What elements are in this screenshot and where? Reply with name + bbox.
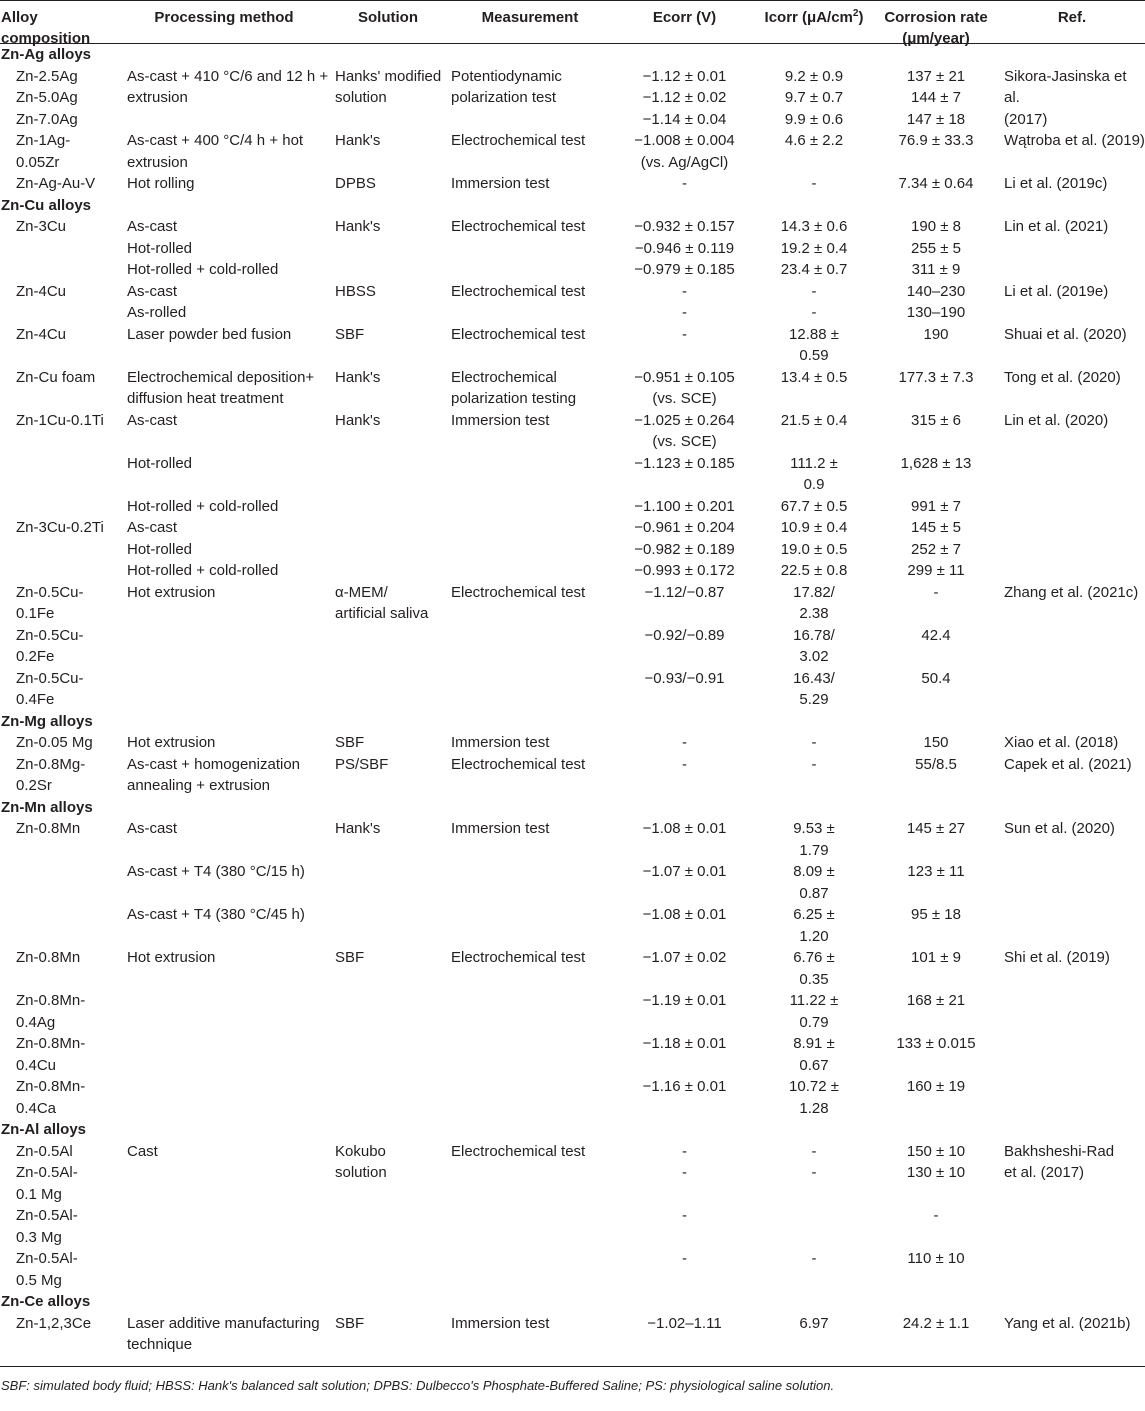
cell-icorr: - [811,734,817,751]
table-row [0,582,1145,625]
table-row [0,1076,1145,1119]
table-row [0,1248,1145,1291]
cell-alloy: Zn-4Cu [16,282,67,300]
cell-ecorr: −0.961 ± 0.204 −0.982 ± 0.189 −0.993 ± 0.172 [634,519,735,579]
cell-solution: PS/SBF [335,755,389,773]
cell-solution: Hanks' modified solution [335,67,442,106]
cell-solution [330,453,446,496]
cell-solution: Hank's [335,218,381,235]
cell-processing: As-cast + 400 °C/4 h + hot extrusion [127,132,304,171]
cell-measurement [446,1076,614,1119]
cell-alloy: Zn-0.5Al Zn-0.5Al- 0.1 Mg [16,1142,78,1203]
cell-solution: Hank's [335,368,381,386]
cell-icorr: 10.72 ± 1.28 [789,1078,839,1117]
cell-alloy: Zn-0.8Mn- 0.4Ca [16,1078,86,1117]
table-row [0,818,1145,861]
table-row [0,496,1145,518]
cell-icorr: 6.97 [799,1314,829,1332]
cell-ecorr: −1.025 ± 0.264 (vs. SCE) [634,411,735,450]
cell-ecorr: −1.19 ± 0.01 [642,992,727,1009]
cell-ref: Xiao et al. (2018) [1004,734,1119,751]
table-row [0,410,1145,453]
cell-ref [999,517,1145,582]
cell-processing: As-cast [127,411,178,429]
cell-processing [118,1033,330,1076]
cell-measurement: Immersion test [451,734,550,751]
cell-solution [330,1205,446,1248]
cell-ecorr: −1.100 ± 0.201 [634,497,735,515]
cell-processing: Laser additive manufacturing technique [127,1314,320,1353]
cell-processing: As-cast + homogenization annealing + extrusion [127,755,301,794]
cell-measurement: Electrochemical test [451,1142,586,1160]
cell-measurement [446,1033,614,1076]
cell-alloy: Zn-1,2,3Ce [16,1314,92,1332]
cell-ecorr: - - [682,282,687,321]
header-icorr-tail: ) [858,9,864,26]
cell-icorr: - [811,1250,817,1267]
cell-processing: As-cast [127,820,178,837]
cell-ref [999,1205,1145,1248]
cell-measurement: Electrochemical test [451,132,586,149]
cell-rate: 145 ± 5 252 ± 7 299 ± 11 [907,519,965,579]
cell-alloy: Zn-1Cu-0.1Ti [16,411,104,429]
cell-ref: Wątroba et al. (2019) [1004,132,1145,149]
cell-ref [999,625,1145,668]
group-heading: Zn-Mn alloys [1,798,93,816]
cell-rate: 190 [923,325,949,343]
cell-measurement: Electrochemical test [451,755,586,773]
cell-rate: 110 ± 10 [907,1250,965,1267]
group-heading: Zn-Al alloys [1,1121,87,1138]
cell-alloy: Zn-3Cu [16,218,67,235]
cell-measurement: Electrochemical test [451,949,586,966]
cell-ecorr: - [682,325,687,343]
cell-measurement: Potentiodynamic polarization test [451,67,562,106]
group-heading: Zn-Cu alloys [1,196,92,214]
cell-ecorr: −0.951 ± 0.105 (vs. SCE) [634,368,735,407]
cell-ecorr: −1.08 ± 0.01 [642,820,727,837]
cell-ref [999,1033,1145,1076]
cell-alloy [0,904,118,947]
cell-ref [999,990,1145,1033]
cell-ecorr: −0.932 ± 0.157 −0.946 ± 0.119 −0.979 ± 0.185 [634,218,735,278]
cell-alloy: Zn-0.05 Mg [16,734,93,751]
cell-icorr: 111.2 ± 0.9 [790,454,838,493]
table-row [0,1205,1145,1248]
cell-measurement: Electrochemical test [451,325,586,343]
cell-icorr: - - [811,1142,817,1181]
cell-alloy: Zn-4Cu [16,325,67,343]
table-row [0,367,1145,410]
cell-alloy: Zn-0.8Mg- 0.2Sr [16,755,86,794]
table-row [0,904,1145,947]
cell-ecorr: - [682,1250,687,1267]
cell-processing: As-cast + T4 (380 °C/45 h) [127,906,305,923]
header-icorr-sup: 2 [852,8,859,19]
cell-solution: Hank's [335,132,381,149]
cell-measurement [446,668,614,711]
footnote: SBF: simulated body fluid; HBSS: Hank's balanced salt solution; DPBS: Dulbecco's Phosphate-Buffered Saline; PS: physiological saline solution. [1,1377,835,1393]
cell-ecorr: - [682,1207,687,1224]
cell-alloy: Zn-0.8Mn [16,949,81,966]
cell-alloy [0,453,118,496]
cell-measurement [446,990,614,1033]
cell-measurement: Electrochemical test [451,218,586,235]
cell-ecorr: - [682,175,687,192]
cell-rate: 133 ± 0.015 [896,1035,976,1052]
header-rate: Corrosion rate (μm/year) [884,9,988,47]
cell-rate: 168 ± 21 [906,992,966,1009]
cell-solution: SBF [335,325,365,343]
cell-ecorr: −1.12/−0.87 [644,583,725,601]
header-icorr [755,7,873,49]
cell-icorr: - [811,755,817,773]
header-ref: Ref. [1057,9,1087,26]
table-row [0,754,1145,797]
header-measurement: Measurement [481,9,579,26]
cell-alloy: Zn-0.5Cu- 0.2Fe [16,626,84,665]
cell-measurement: Immersion test [451,411,550,429]
cell-alloy: Zn-0.8Mn [16,820,81,837]
table-row [0,453,1145,496]
table-row [0,947,1145,990]
cell-processing: Hot-rolled [127,454,193,472]
cell-solution [330,668,446,711]
cell-measurement: Electrochemical test [451,583,586,601]
cell-ecorr: - [682,755,687,773]
cell-alloy: Zn-0.5Cu- 0.1Fe [16,583,84,622]
cell-processing: Hot-rolled + cold-rolled [127,497,279,515]
cell-processing [118,1076,330,1119]
cell-rate: 76.9 ± 33.3 [898,132,974,149]
cell-ref: Bakhsheshi-Rad et al. (2017) [1004,1142,1115,1181]
cell-ecorr: −1.16 ± 0.01 [642,1078,727,1095]
cell-ref: Yang et al. (2021b) [1004,1314,1131,1332]
group-heading: Zn-Ag alloys [1,46,92,63]
group-heading: Zn-Ce alloys [1,1293,91,1310]
cell-rate: 101 ± 9 [911,949,961,966]
cell-measurement: Electrochemical polarization testing [451,368,577,407]
cell-alloy [0,861,118,904]
cell-ref [999,1248,1145,1291]
cell-measurement [446,1248,614,1291]
cell-measurement: Immersion test [451,175,550,192]
cell-icorr: 12.88 ± 0.59 [789,325,839,364]
cell-alloy: Zn-0.5Al- 0.3 Mg [16,1207,78,1246]
cell-rate: 190 ± 8 255 ± 5 311 ± 9 [911,218,961,278]
header-icorr-text: Icorr (μA/cm [764,9,853,26]
cell-ecorr: −1.08 ± 0.01 [642,906,727,923]
cell-processing: Electrochemical deposition+ diffusion heat treatment [127,368,315,407]
cell-icorr: 21.5 ± 0.4 [780,411,848,429]
cell-processing: Hot extrusion [127,949,216,966]
cell-solution [330,517,446,582]
cell-ref [999,668,1145,711]
cell-rate: 1,628 ± 13 [900,454,972,472]
cell-alloy: Zn-0.8Mn- 0.4Ag [16,992,86,1031]
cell-solution: SBF [335,734,365,751]
cell-processing: As-cast As-rolled [127,282,187,321]
cell-processing: Cast [127,1142,158,1160]
cell-icorr: 17.82/ 2.38 [793,583,835,622]
cell-rate: 145 ± 27 [906,820,966,837]
cell-ecorr: −1.18 ± 0.01 [642,1035,727,1052]
table-header [0,0,1145,47]
cell-ref: Lin et al. (2021) [1004,218,1109,235]
cell-solution: Kokubo solution [335,1142,387,1181]
cell-solution [330,1248,446,1291]
cell-solution: Hank's [335,411,381,429]
cell-rate: 150 ± 10 130 ± 10 [906,1142,966,1181]
cell-rate: 140–230 130–190 [906,282,966,321]
cell-measurement [446,453,614,496]
table-row [0,1033,1145,1076]
table-row [0,173,1145,195]
cell-icorr: 16.43/ 5.29 [793,669,835,708]
cell-ref: Zhang et al. (2021c) [1004,583,1139,601]
cell-rate: 991 ± 7 [911,497,961,515]
table-row [0,517,1145,582]
cell-measurement: Electrochemical test [451,282,586,300]
table-row [0,130,1145,173]
cell-alloy: Zn-0.8Mn- 0.4Cu [16,1035,86,1074]
cell-measurement: Immersion test [451,820,550,837]
cell-ref: Shi et al. (2019) [1004,949,1110,966]
cell-rate: 24.2 ± 1.1 [902,1314,970,1332]
cell-alloy: Zn-0.5Al- 0.5 Mg [16,1250,78,1289]
cell-processing [118,625,330,668]
cell-solution [330,496,446,518]
cell-icorr: 6.76 ± 0.35 [793,949,835,988]
cell-measurement [446,496,614,518]
group-heading: Zn-Mg alloys [1,712,93,730]
cell-processing: As-cast + 410 °C/6 and 12 h + extrusion [127,67,329,106]
cell-processing: Laser powder bed fusion [127,325,292,343]
table-row [0,732,1145,754]
cell-rate: - [933,583,939,601]
cell-alloy: Zn-3Cu-0.2Ti [16,519,104,536]
cell-solution: α-MEM/ artificial saliva [335,583,429,622]
cell-ecorr: −1.12 ± 0.01 −1.12 ± 0.02 −1.14 ± 0.04 [642,67,727,128]
cell-processing: As-cast Hot-rolled Hot-rolled + cold-rolled [127,218,279,278]
cell-solution [330,904,446,947]
cell-processing: As-cast Hot-rolled Hot-rolled + cold-rolled [127,519,279,579]
cell-alloy: Zn-2.5Ag Zn-5.0Ag Zn-7.0Ag [16,67,78,128]
cell-ref: Shuai et al. (2020) [1004,325,1127,343]
cell-icorr: 8.91 ± 0.67 [793,1035,835,1074]
cell-processing: Hot extrusion [127,583,216,601]
cell-ref [999,904,1145,947]
table-body [0,44,1145,1356]
cell-icorr [755,1205,873,1248]
cell-ref [999,496,1145,518]
cell-processing [118,668,330,711]
cell-rate: 123 ± 11 [907,863,965,880]
table-row [0,861,1145,904]
cell-solution [330,1033,446,1076]
cell-icorr: 14.3 ± 0.6 19.2 ± 0.4 23.4 ± 0.7 [780,218,848,278]
cell-rate: - [933,1207,939,1224]
cell-ref: Li et al. (2019c) [1004,175,1108,192]
cell-processing [118,1248,330,1291]
cell-rate: 150 [923,734,949,751]
cell-processing [118,1205,330,1248]
cell-ecorr: −1.008 ± 0.004 (vs. Ag/AgCl) [634,132,735,171]
cell-icorr: 6.25 ± 1.20 [793,906,835,945]
cell-solution [330,625,446,668]
cell-solution: Hank's [335,820,381,837]
cell-ref [999,1076,1145,1119]
cell-icorr: 13.4 ± 0.5 [780,368,848,386]
cell-ecorr: −0.93/−0.91 [644,669,725,687]
cell-measurement [446,904,614,947]
cell-processing: As-cast + T4 (380 °C/15 h) [127,863,305,880]
cell-ref [999,453,1145,496]
cell-measurement [446,861,614,904]
cell-ref: Sun et al. (2020) [1004,820,1115,837]
cell-rate: 42.4 [921,626,951,644]
header-processing: Processing method [154,9,294,26]
cell-rate: 95 ± 18 [911,906,961,923]
cell-processing: Hot rolling [127,175,195,192]
cell-measurement [446,625,614,668]
table-row [0,66,1145,131]
cell-solution: SBF [335,1314,365,1332]
cell-measurement [446,517,614,582]
cell-ref: Sikora-Jasinska et al. (2017) [1004,67,1127,128]
header-ecorr: Ecorr (V) [652,9,717,26]
cell-icorr: 10.9 ± 0.4 19.0 ± 0.5 22.5 ± 0.8 [780,519,848,579]
table-row [0,1141,1145,1206]
table-row [0,990,1145,1033]
cell-rate: 160 ± 19 [906,1078,966,1095]
cell-processing: Hot extrusion [127,734,216,751]
cell-icorr: 11.22 ± 0.79 [789,992,839,1031]
cell-measurement: Immersion test [451,1314,550,1332]
cell-ecorr: - - [682,1142,687,1181]
cell-icorr: 9.53 ± 1.79 [793,820,835,859]
cell-ref: Lin et al. (2020) [1004,411,1109,429]
cell-measurement [446,1205,614,1248]
cell-ecorr: −1.07 ± 0.02 [642,949,727,966]
cell-ecorr: - [682,734,687,751]
cell-icorr: 9.2 ± 0.9 9.7 ± 0.7 9.9 ± 0.6 [784,67,844,128]
cell-processing [118,990,330,1033]
cell-rate: 55/8.5 [915,755,957,773]
cell-solution [330,990,446,1033]
cell-rate: 137 ± 21 144 ± 7 147 ± 18 [906,67,966,128]
cell-alloy: Zn-Cu foam [16,368,96,386]
cell-rate: 7.34 ± 0.64 [898,175,974,192]
cell-alloy: Zn-Ag-Au-V [16,175,96,192]
cell-solution: HBSS [335,282,376,300]
table-row [0,625,1145,668]
cell-ref [999,861,1145,904]
cell-ecorr: −1.02–1.11 [647,1314,722,1332]
cell-alloy: Zn-0.5Cu- 0.4Fe [16,669,84,708]
cell-icorr: - [811,175,817,192]
cell-icorr: 4.6 ± 2.2 [784,132,844,149]
table-row [0,324,1145,367]
cell-solution [330,861,446,904]
table-row [0,1313,1145,1356]
cell-ref: Tong et al. (2020) [1004,368,1121,386]
cell-ecorr: −1.07 ± 0.01 [642,863,727,880]
cell-alloy: Zn-1Ag- 0.05Zr [16,132,71,171]
cell-solution: DPBS [335,175,376,192]
table-row [0,216,1145,281]
header-alloy: Alloy composition [1,9,91,47]
cell-solution: SBF [335,949,365,966]
cell-rate: 177.3 ± 7.3 [898,368,974,386]
cell-ecorr: −1.123 ± 0.185 [634,454,735,472]
cell-alloy [0,496,118,518]
cell-ecorr: −0.92/−0.89 [644,626,725,644]
cell-icorr: 16.78/ 3.02 [793,626,835,665]
cell-ref: Li et al. (2019e) [1004,282,1109,300]
table-row [0,281,1145,324]
cell-icorr: 8.09 ± 0.87 [793,863,835,902]
header-solution: Solution [358,9,418,26]
cell-ref: Capek et al. (2021) [1004,755,1132,773]
cell-icorr: - - [811,282,817,321]
cell-rate: 315 ± 6 [911,411,961,429]
cell-solution [330,1076,446,1119]
table-row [0,668,1145,711]
cell-icorr: 67.7 ± 0.5 [780,497,848,515]
cell-rate: 50.4 [921,669,951,687]
